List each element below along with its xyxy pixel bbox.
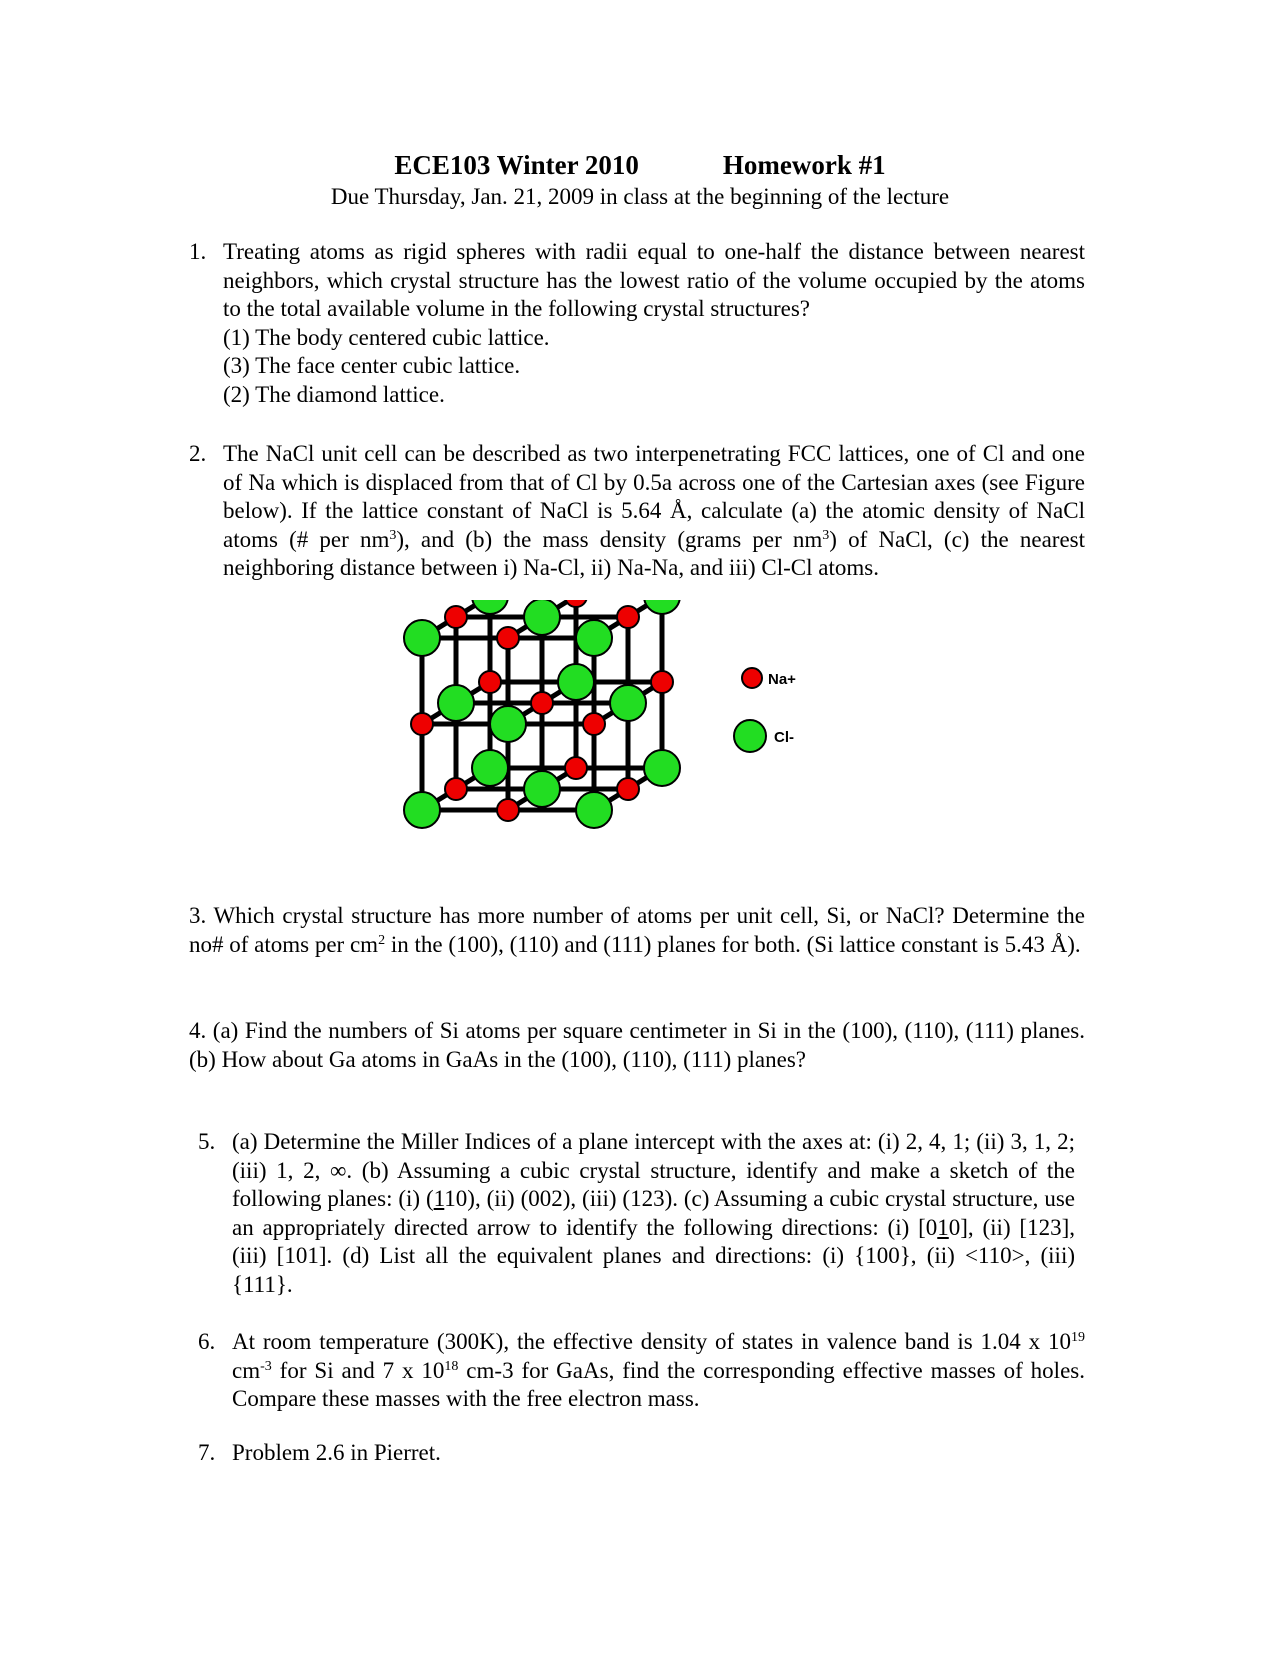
question-7-number: 7. bbox=[198, 1440, 216, 1465]
legend-cl-marker bbox=[734, 720, 766, 752]
due-date: Due Thursday, Jan. 21, 2009 in class at the beginning of the lecture bbox=[330, 184, 950, 209]
question-2-text: The NaCl unit cell can be described as two interpenetrating FCC lattices, one of Cl and one of Na which is displaced from that of Cl by 0.5a across one of the Cartesian axes (see Figure below). If the lattice constant of NaCl is 5.64 Å, calculate (a) the atomic density of NaCl atoms (# per nm bbox=[223, 441, 1085, 552]
na-atom bbox=[445, 606, 467, 628]
course-title: ECE103 Winter 2010 bbox=[394, 150, 639, 180]
na-atom bbox=[445, 778, 467, 800]
cl-atom bbox=[524, 771, 560, 807]
cl-atom bbox=[438, 685, 474, 721]
page-title bbox=[0, 148, 1280, 182]
question-5-text: 10), (ii) (002), (iii) (123). (c) Assuming a cubic crystal structure, use an appropriately directed arrow to identify the following directions: (i) [0 bbox=[232, 1186, 1075, 1240]
question-2-number: 2. bbox=[189, 441, 207, 466]
question-7 bbox=[198, 1439, 798, 1468]
na-atom bbox=[497, 799, 519, 821]
question-1-option: (3) The face center cubic lattice. bbox=[223, 353, 521, 378]
na-atom bbox=[565, 600, 587, 607]
question-4-text: 4. (a) Find the numbers of Si atoms per square centimeter in Si in the (100), (110), (111) planes. (b) How about Ga atoms in GaAs in the (100), (110), (111) planes? bbox=[189, 1018, 1085, 1072]
question-7-text: Problem 2.6 in Pierret. bbox=[232, 1440, 441, 1465]
question-3 bbox=[189, 902, 1085, 959]
cl-atom bbox=[524, 600, 560, 635]
na-atom bbox=[617, 778, 639, 800]
question-3-text: in the (100), (110) and (111) planes for both. (Si lattice constant is 5.43 Å). bbox=[385, 931, 1081, 957]
na-atom bbox=[583, 713, 605, 735]
question-1-option: (1) The body centered cubic lattice. bbox=[223, 324, 550, 350]
question-1 bbox=[189, 238, 1085, 409]
assignment-title: Homework #1 bbox=[722, 150, 886, 180]
cl-atom bbox=[610, 685, 646, 721]
cl-atom bbox=[576, 620, 612, 656]
question-3-text: 3. Which crystal structure has more number of atoms per unit cell, Si, or NaCl? Determine the no# of atoms per cm bbox=[189, 903, 1085, 957]
superscript: -3 bbox=[260, 1358, 272, 1374]
cl-atom bbox=[404, 792, 440, 828]
na-atom bbox=[651, 671, 673, 693]
na-atom bbox=[497, 627, 519, 649]
question-6-text: At room temperature (300K), the effective density of states in valence band is 1.04 x 10 bbox=[232, 1329, 1071, 1354]
superscript: 3 bbox=[822, 527, 830, 543]
na-atom bbox=[617, 606, 639, 628]
question-6 bbox=[198, 1328, 1085, 1414]
cl-atom bbox=[576, 792, 612, 828]
cl-atom bbox=[644, 600, 680, 614]
cl-atom bbox=[404, 620, 440, 656]
na-atom bbox=[479, 671, 501, 693]
nacl-unit-cell-figure bbox=[400, 600, 880, 880]
cl-atom bbox=[472, 750, 508, 786]
question-2 bbox=[189, 440, 1085, 583]
question-6-text: cm bbox=[232, 1357, 261, 1383]
question-6-text: cm-3 for GaAs, find the corresponding effective masses of holes. Compare these masses with the free electron mass. bbox=[232, 1357, 1085, 1411]
question-1-number: 1. bbox=[189, 239, 207, 264]
question-1-option: (2) The diamond lattice. bbox=[223, 381, 445, 407]
cl-atom bbox=[490, 706, 526, 742]
na-atom bbox=[565, 757, 587, 779]
underlined-index: 1 bbox=[433, 1186, 445, 1211]
question-4 bbox=[189, 1017, 1085, 1074]
question-6-number: 6. bbox=[198, 1329, 216, 1354]
question-5-text: 0], (ii) [123], (iii) [101]. (d) List all the equivalent planes and directions: (i) {100}, (ii) <110>, (iii) {111}. bbox=[232, 1214, 1076, 1297]
question-5-text: (a) Determine the Miller Indices of a plane intercept with the axes at: (i) 2, 4, 1; (ii) 3, 1, 2; (iii) 1, 2, ∞. (b) Assuming a cubic crystal structure, identify and make a sketch of the following planes: (i) ( bbox=[232, 1129, 1075, 1211]
superscript: 19 bbox=[1071, 1330, 1085, 1345]
superscript: 18 bbox=[444, 1358, 459, 1374]
question-6-text: for Si and 7 x 10 bbox=[271, 1357, 445, 1383]
question-2-text: ), and (b) the mass density (grams per nm bbox=[396, 526, 823, 552]
question-2-text: ) of NaCl, (c) the nearest neighboring distance between i) Na-Cl, ii) Na-Na, and iii) Cl-Cl atoms. bbox=[223, 526, 1085, 580]
na-atom bbox=[531, 692, 553, 714]
na-atom bbox=[411, 713, 433, 735]
superscript: 2 bbox=[378, 932, 386, 948]
legend-cl-label: Cl- bbox=[774, 729, 794, 746]
legend-na-label: Na+ bbox=[768, 671, 796, 688]
underlined-index: 1 bbox=[937, 1214, 949, 1240]
superscript: 3 bbox=[389, 527, 397, 543]
cl-atom bbox=[472, 600, 508, 614]
question-1-text: Treating atoms as rigid spheres with radii equal to one-half the distance between nearest neighbors, which crystal structure has the lowest ratio of the volume occupied by the atoms to the total available volume in the following crystal structures? bbox=[223, 239, 1085, 321]
cl-atom bbox=[644, 750, 680, 786]
legend-na-marker bbox=[742, 668, 762, 688]
cl-atom bbox=[558, 664, 594, 700]
question-5-number: 5. bbox=[198, 1129, 216, 1154]
question-5 bbox=[198, 1128, 1075, 1299]
